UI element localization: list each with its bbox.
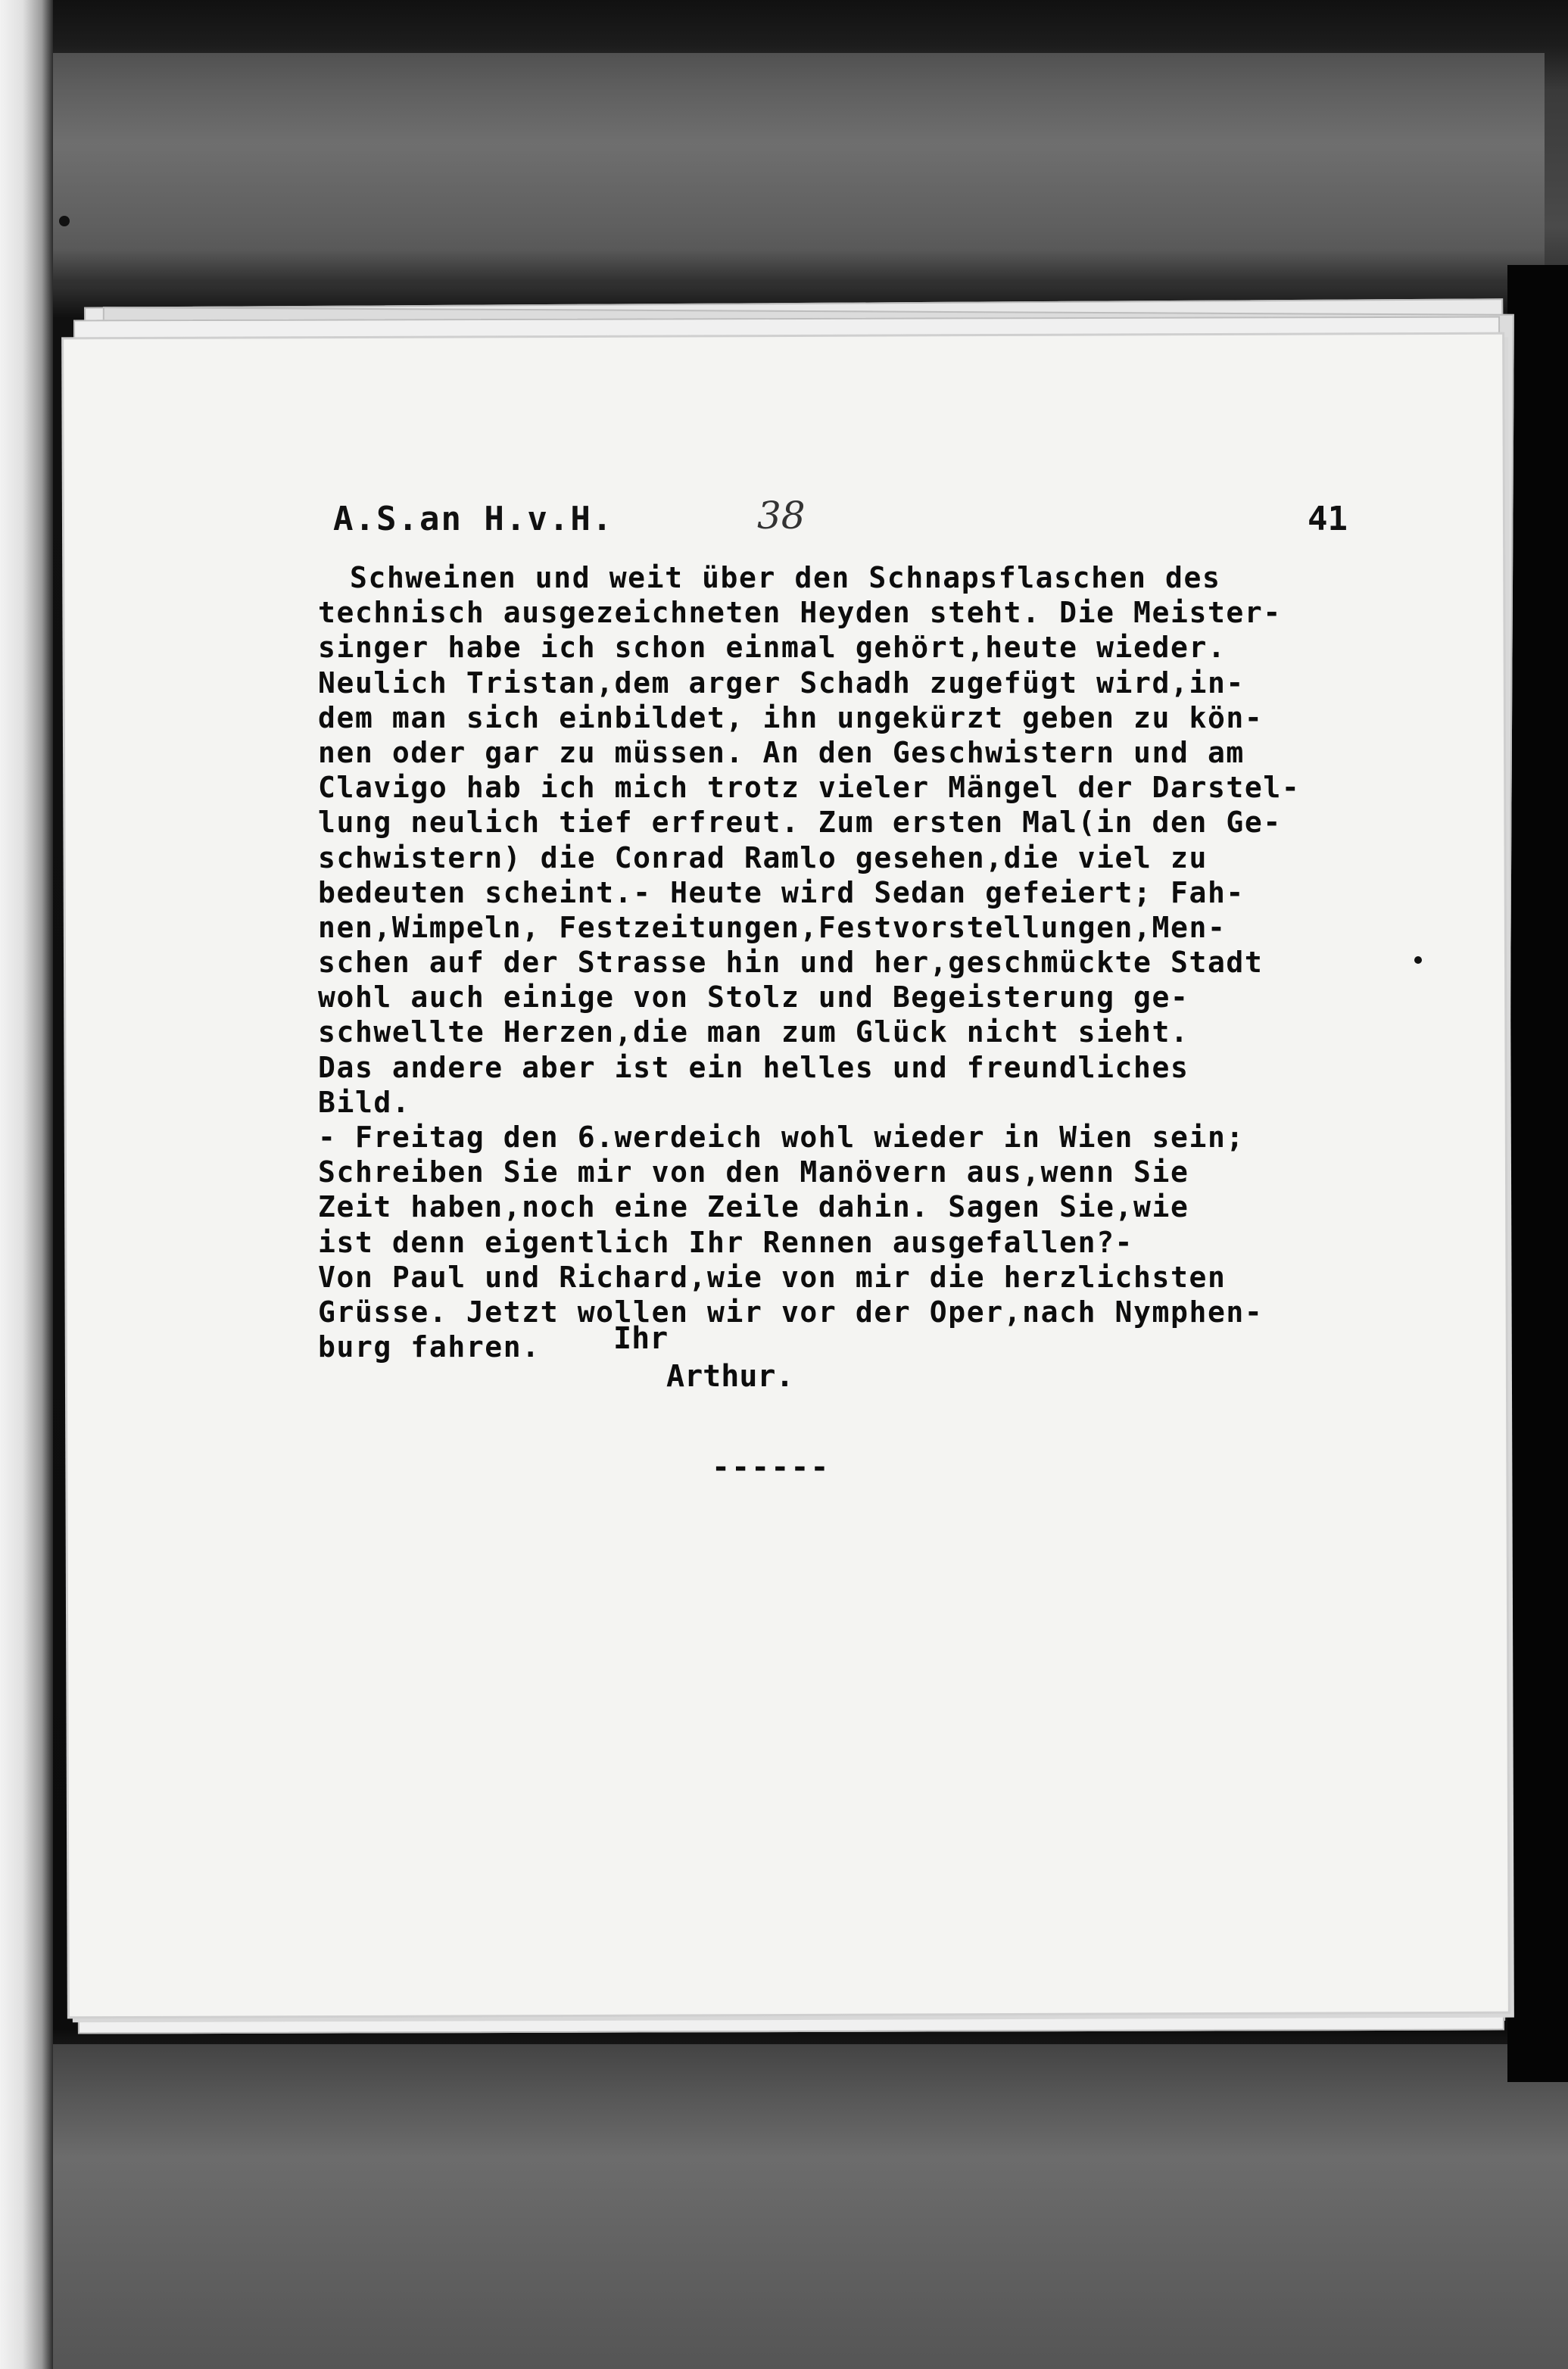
letter-line: ist denn eigentlich Ihr Rennen ausgefallen?-	[318, 1225, 1134, 1259]
letter-line: Bild.	[318, 1085, 411, 1119]
letter-line: nen oder gar zu müssen. An den Geschwistern und am	[318, 735, 1245, 769]
letter-line: burg fahren.	[318, 1330, 541, 1364]
background-sheet-top	[30, 53, 1545, 280]
letter-line: singer habe ich schon einmal gehört,heute wieder.	[318, 631, 1227, 665]
letter-line: lung neulich tief erfreut. Zum ersten Mal(in den Ge-	[318, 806, 1282, 840]
letter-line: technisch ausgezeichneten Heyden steht. Die Meister-	[318, 596, 1282, 630]
closing-rule: ------	[712, 1450, 831, 1485]
letter-line: schwistern) die Conrad Ramlo gesehen,die viel zu	[318, 840, 1208, 874]
letter-line: bedeuten scheint.- Heute wird Sedan gefeiert; Fah-	[318, 875, 1245, 909]
letter-line: Das andere aber ist ein helles und freundliches	[318, 1050, 1189, 1084]
letter-line: Schweinen und weit über den Schnapsflaschen des	[350, 561, 1221, 594]
letter-line: dem man sich einbildet, ihn ungekürzt geben zu kön-	[318, 700, 1264, 734]
closing: Ihr	[613, 1321, 669, 1356]
letter-line: wohl auch einige von Stolz und Begeisterung ge-	[318, 980, 1189, 1015]
scan-left-edge	[0, 0, 53, 2369]
letter-line: schen auf der Strasse hin und her,geschmückte Stadt	[318, 946, 1264, 980]
letter-line: - Freitag den 6.werdeich wohl wieder in Wien sein;	[318, 1121, 1245, 1154]
signature: Arthur.	[666, 1359, 794, 1394]
letter-line: Clavigo hab ich mich trotz vieler Mängel der Darstel-	[318, 771, 1301, 805]
letter-line: schwellte Herzen,die man zum Glück nicht sieht.	[318, 1015, 1189, 1049]
ink-spot	[59, 216, 70, 226]
letter-line: Von Paul und Richard,wie von mir die herzlichsten	[318, 1260, 1227, 1294]
letter-body	[318, 560, 1454, 1364]
letter-line: Schreiben Sie mir von den Manövern aus,wenn Sie	[318, 1155, 1189, 1189]
pencil-folio-number: 38	[757, 494, 806, 538]
page-number: 41	[1308, 500, 1348, 538]
scan-right-shadow	[1507, 265, 1568, 2082]
letter-line: Neulich Tristan,dem arger Schadh zugefügt wird,in-	[318, 666, 1245, 700]
ink-spot	[1414, 956, 1422, 964]
background-sheet-bottom	[30, 2044, 1568, 2369]
letter-line: nen,Wimpeln, Festzeitungen,Festvorstellungen,Men-	[318, 910, 1227, 944]
letter-line: Zeit haben,noch eine Zeile dahin. Sagen Sie,wie	[318, 1190, 1189, 1224]
sender-line: A.S.an H.v.H.	[333, 500, 614, 538]
letter-line: Grüsse. Jetzt wollen wir vor der Oper,nach Nymphen-	[318, 1295, 1264, 1329]
letter-header	[333, 494, 1348, 545]
